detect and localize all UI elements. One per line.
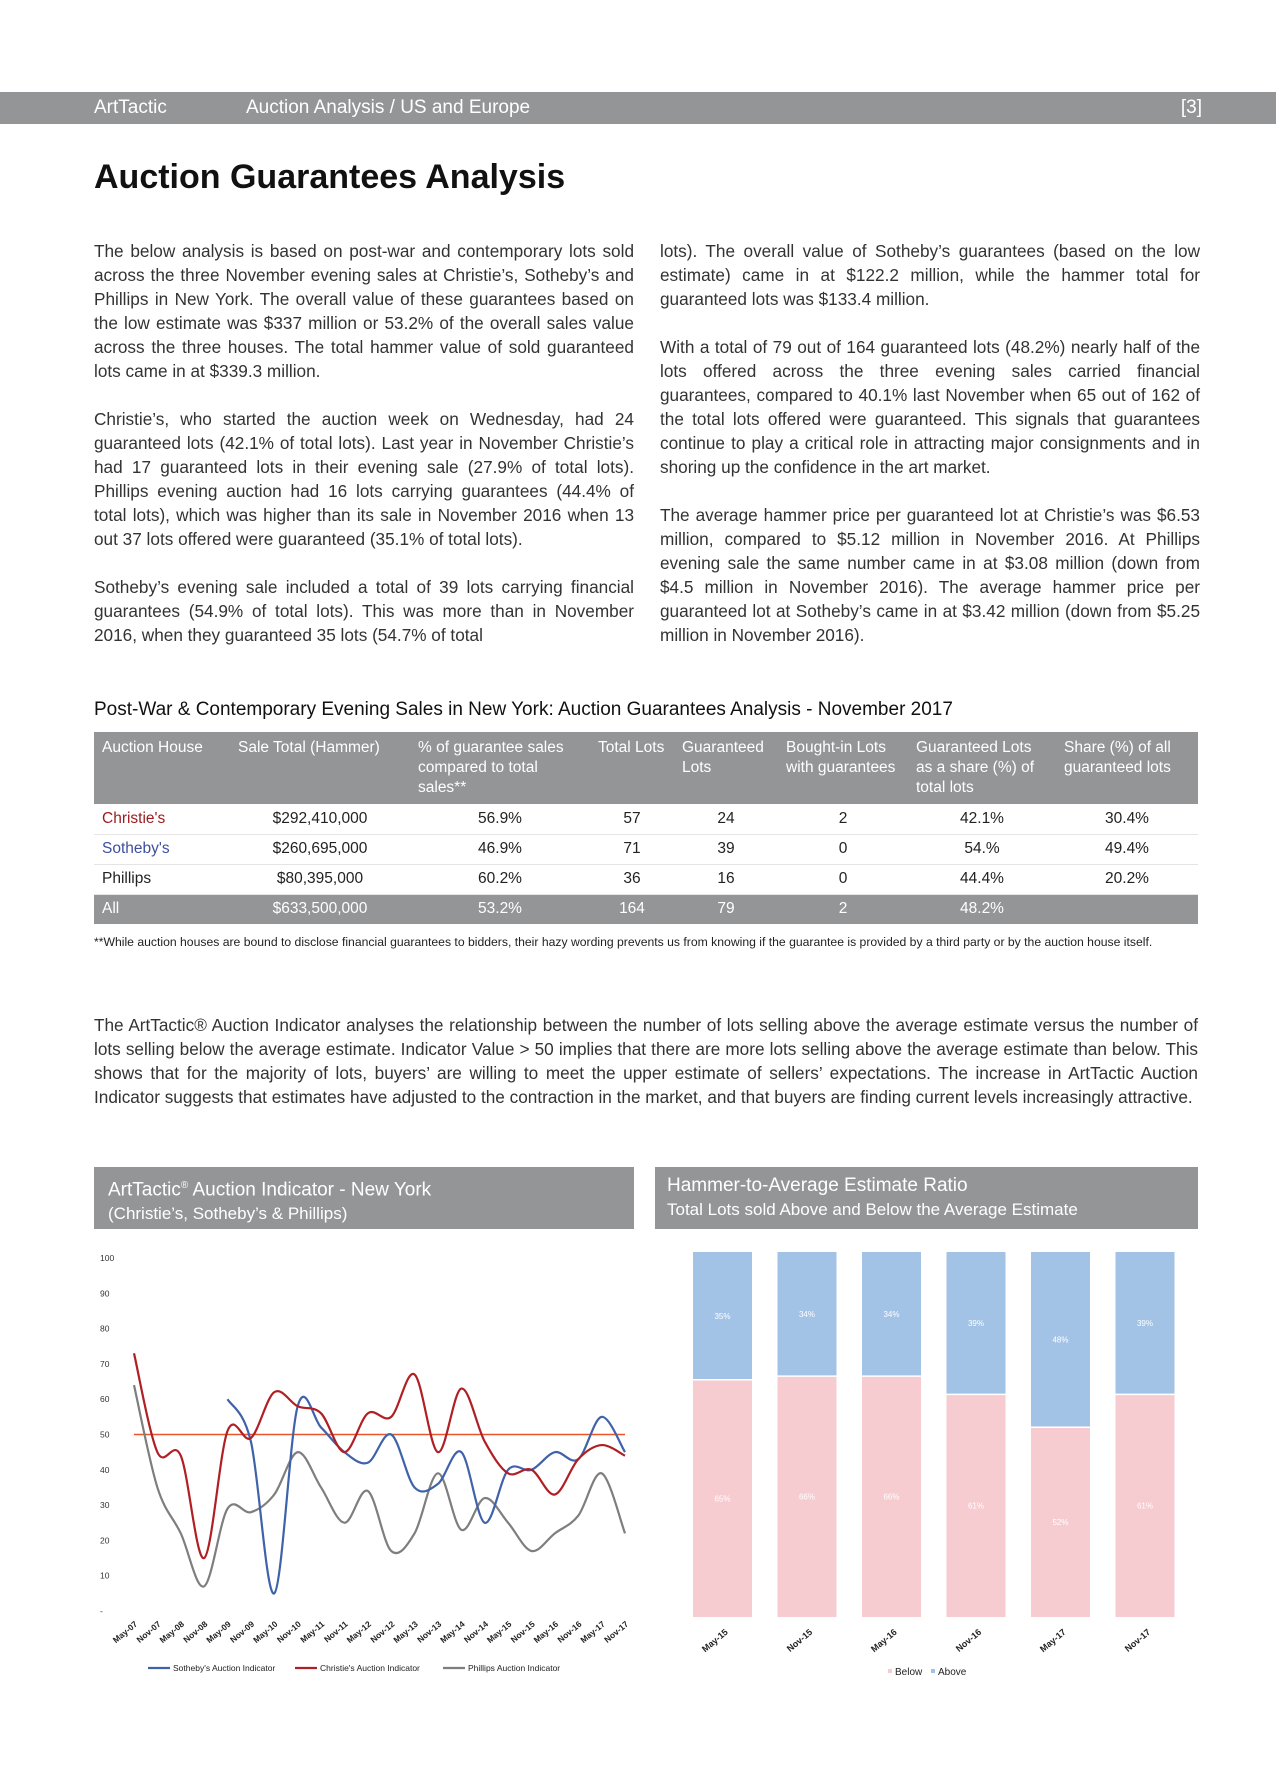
- legend-label: Phillips Auction Indicator: [468, 1663, 561, 1673]
- table-cell: 0: [838, 840, 848, 857]
- column-header: Auction House: [102, 739, 203, 756]
- x-tick-label: May-08: [157, 1618, 187, 1646]
- table-cell: 44.4%: [960, 870, 1004, 887]
- legend-label-below: Below: [895, 1667, 923, 1678]
- page-number: [3]: [1180, 97, 1202, 118]
- y-tick-label: 60: [100, 1394, 110, 1405]
- indicator-paragraph: The ArtTactic® Auction Indicator analyses the relationship between the number of lots selling above the average estimate versus the number of lots selling below the average estimate. Indicator Value > 50 implies that there are more lots selling above the average estimate than below. This shows that for the majority of lots, buyers’ are willing to meet the upper estimate of sellers’ expectations. The increase in ArtTactic Auction Indicator suggests that estimates have adjusted to the contraction in the market, and that buyers are finding current levels increasingly attractive.: [94, 1015, 1198, 1107]
- data-label: 52%: [1052, 1518, 1069, 1528]
- guarantees-table: [94, 732, 1198, 924]
- body-column-right: [660, 239, 1200, 671]
- column-header: Sale Total (Hammer): [238, 739, 380, 756]
- x-tick-label: May-16: [531, 1618, 561, 1646]
- auction-indicator-line-chart: [90, 1240, 635, 1690]
- house-cell: Christie's: [102, 809, 166, 827]
- table-cell: $292,410,000: [272, 809, 368, 827]
- x-tick-label: May-16: [868, 1626, 899, 1655]
- table-cell: 57: [623, 809, 641, 827]
- brand-name: ArtTactic: [94, 97, 167, 118]
- paragraph: The below analysis is based on post-war and contemporary lots sold across the three November evening sales at Christie’s, Sotheby’s and Phillips in New York. The overall value of these guarantees based on the low estimate was $337 million or 53.2% of the overall sales value across the three houses. The total hammer value of sold guaranteed lots came in at $339.3 million.: [94, 241, 634, 381]
- page-header: [0, 92, 1276, 124]
- x-tick-label: Nov-08: [181, 1618, 210, 1645]
- table-cell: 16: [717, 870, 735, 887]
- page-title: Auction Guarantees Analysis: [94, 158, 566, 196]
- legend-swatch-above: [931, 1669, 935, 1673]
- paragraph: Christie’s, who started the auction week on Wednesday, had 24 guaranteed lots (42.1% of total lots). Last year in November Christie’s had 17 guaranteed lots in their evening sale (27.9% of total lots). Phillips evening auction had 16 lots carrying guarantees (44.4% of total lots), which was higher than its sale in November 2016 when 13 out 37 lots offered were guaranteed (35.1% of total lots).: [94, 409, 634, 549]
- line-chart-header: [94, 1167, 634, 1229]
- x-tick-label: Nov-11: [321, 1618, 350, 1645]
- table-cell: 42.1%: [960, 809, 1004, 827]
- data-label: 66%: [883, 1492, 900, 1502]
- x-tick-label: May-11: [298, 1618, 327, 1645]
- line-chart-subtitle: (Christie’s, Sotheby’s & Phillips): [108, 1204, 348, 1224]
- x-tick-label: May-13: [391, 1618, 420, 1646]
- x-tick-label: Nov-12: [368, 1618, 397, 1645]
- y-tick-label: 20: [100, 1535, 110, 1546]
- line-chart-title-rest: Auction Indicator - New York: [188, 1179, 432, 1201]
- data-label: 34%: [883, 1310, 900, 1320]
- y-tick-label: 100: [100, 1253, 115, 1263]
- registered-mark: ®: [180, 1180, 189, 1191]
- table-footnote: **While auction houses are bound to disclose financial guarantees to bidders, their hazy wording prevents us from knowing if the guarantee is provided by a third party or by the auction house itself.: [94, 935, 1153, 949]
- bar-chart-header: [655, 1167, 1198, 1229]
- y-tick-label: 50: [100, 1429, 110, 1440]
- y-tick-label: 70: [100, 1358, 110, 1369]
- table-cell: 2: [838, 900, 848, 918]
- y-tick-label: 30: [100, 1500, 110, 1511]
- x-tick-label: Nov-09: [228, 1618, 257, 1645]
- y-tick-label: 10: [100, 1570, 110, 1581]
- paragraph: The average hammer price per guaranteed lot at Christie’s was $6.53 million, compared to $5.12 million in November 2016. At Phillips evening sale the same number came in at $3.08 million (down from $4.5 million in November 2016). The average hammer price per guaranteed lot at Sotheby’s came in at $3.42 million (down from $5.25 million in November 2016).: [660, 505, 1200, 645]
- data-label: 61%: [1136, 1501, 1154, 1511]
- bar-chart-subtitle: Total Lots sold Above and Below the Average Estimate: [667, 1200, 1078, 1219]
- table-cell: 2: [838, 809, 848, 827]
- paragraph: With a total of 79 out of 164 guaranteed lots (48.2%) nearly half of the lots offered across the three evening sales carried financial guarantees, compared to 40.1% last November when 65 out of 162 of the total lots offered were guaranteed. This signals that guarantees continue to play a critical role in attracting major consignments and in shoring up the confidence in the art market.: [660, 337, 1200, 477]
- table-cell: 56.9%: [478, 809, 522, 827]
- x-tick-label: May-07: [110, 1618, 140, 1646]
- table-row: [94, 834, 1198, 864]
- paragraph: Sotheby’s evening sale included a total of 39 lots carrying financial guarantees (54.9% of total lots). This was more than in November 2016, when they guaranteed 35 lots (54.7% of total: [94, 577, 634, 645]
- house-cell: All: [102, 900, 120, 918]
- table-cell: 60.2%: [478, 870, 522, 887]
- table-row: [94, 804, 1198, 834]
- x-tick-label: Nov-13: [415, 1618, 444, 1645]
- table-row: [94, 864, 1198, 894]
- x-tick-label: Nov-14: [461, 1618, 490, 1645]
- line-chart-title-brand: ArtTactic: [108, 1179, 181, 1201]
- y-tick-label: -: [100, 1606, 103, 1616]
- table-cell: 49.4%: [1105, 840, 1149, 857]
- section-title: Auction Analysis / US and Europe: [246, 97, 531, 118]
- table-cell: 30.4%: [1105, 809, 1149, 827]
- table-cell: [1056, 894, 1198, 924]
- table-cell: 20.2%: [1105, 870, 1149, 887]
- house-cell: Sotheby's: [102, 840, 170, 857]
- x-tick-label: May-12: [344, 1618, 374, 1646]
- table-cell: 164: [619, 900, 645, 918]
- x-tick-label: May-15: [484, 1618, 514, 1646]
- x-tick-label: May-17: [1037, 1626, 1068, 1655]
- body-column-left: [94, 239, 634, 671]
- data-label: 66%: [798, 1492, 816, 1502]
- table-cell: 46.9%: [478, 840, 522, 857]
- x-tick-label: Nov-07: [134, 1618, 163, 1645]
- x-tick-label: May-15: [699, 1626, 730, 1655]
- x-tick-label: May-14: [438, 1618, 467, 1646]
- hammer-ratio-bar-chart: [655, 1240, 1200, 1690]
- x-tick-label: May-09: [204, 1618, 233, 1646]
- table-cell: $260,695,000: [272, 840, 368, 857]
- column-header: % of guarantee sales compared to total sales**: [418, 739, 564, 796]
- table-cell: 79: [717, 900, 735, 918]
- house-cell: Phillips: [102, 870, 152, 887]
- data-label: 65%: [714, 1494, 731, 1504]
- data-label: 34%: [798, 1310, 816, 1320]
- table-cell: 54.%: [964, 840, 1000, 857]
- legend-label: Sotheby's Auction Indicator: [173, 1663, 276, 1673]
- christie-s-auction-indicatorline: [134, 1353, 625, 1558]
- data-label: 35%: [714, 1311, 731, 1321]
- table-cell: 24: [717, 809, 735, 827]
- paragraph: lots). The overall value of Sotheby’s guarantees (based on the low estimate) came in at $122.2 million, while the hammer total for guaranteed lots was $133.4 million.: [660, 241, 1200, 309]
- data-label: 39%: [967, 1319, 985, 1329]
- table-cell: $80,395,000: [276, 870, 364, 887]
- line-chart-title: [108, 1173, 620, 1202]
- column-header: Share (%) of all guaranteed lots: [1064, 739, 1171, 776]
- x-tick-label: Nov-16: [555, 1618, 584, 1645]
- y-tick-label: 80: [100, 1323, 110, 1334]
- y-tick-label: 90: [100, 1288, 110, 1299]
- x-tick-label: May-10: [251, 1618, 280, 1646]
- bar-chart-title: Hammer-to-Average Estimate Ratio: [667, 1175, 968, 1196]
- x-tick-label: Nov-17: [1122, 1626, 1153, 1654]
- x-tick-label: May-17: [578, 1618, 607, 1646]
- table-cell: 53.2%: [478, 900, 522, 918]
- table-cell: 48.2%: [960, 900, 1004, 918]
- table-cell: $633,500,000: [272, 900, 368, 918]
- column-header: Guaranteed Lots: [682, 739, 764, 776]
- table-cell: 36: [623, 870, 641, 887]
- table-cell: 39: [717, 840, 735, 857]
- legend-swatch-below: [888, 1669, 892, 1673]
- table-total-row: [94, 894, 1198, 924]
- data-label: 39%: [1136, 1319, 1154, 1329]
- column-header: Bought-in Lots with guarantees: [786, 739, 896, 776]
- x-tick-label: Nov-17: [602, 1618, 631, 1645]
- x-tick-label: Nov-10: [274, 1618, 303, 1645]
- table-cell: 0: [838, 870, 848, 887]
- x-tick-label: Nov-16: [953, 1626, 984, 1654]
- x-tick-label: Nov-15: [508, 1618, 537, 1645]
- table-cell: 71: [623, 840, 641, 857]
- column-header: Guaranteed Lots as a share (%) of total lots: [916, 739, 1035, 796]
- data-label: 61%: [967, 1501, 985, 1511]
- table-title: Post-War & Contemporary Evening Sales in New York: Auction Guarantees Analysis - November 2017: [94, 699, 953, 720]
- column-header: Total Lots: [598, 739, 665, 756]
- legend-label: Christie's Auction Indicator: [320, 1663, 420, 1673]
- data-label: 48%: [1052, 1335, 1069, 1345]
- table-header-row: [94, 732, 1198, 804]
- x-tick-label: Nov-15: [784, 1626, 815, 1654]
- y-tick-label: 40: [100, 1464, 110, 1475]
- legend-label-above: Above: [938, 1667, 967, 1678]
